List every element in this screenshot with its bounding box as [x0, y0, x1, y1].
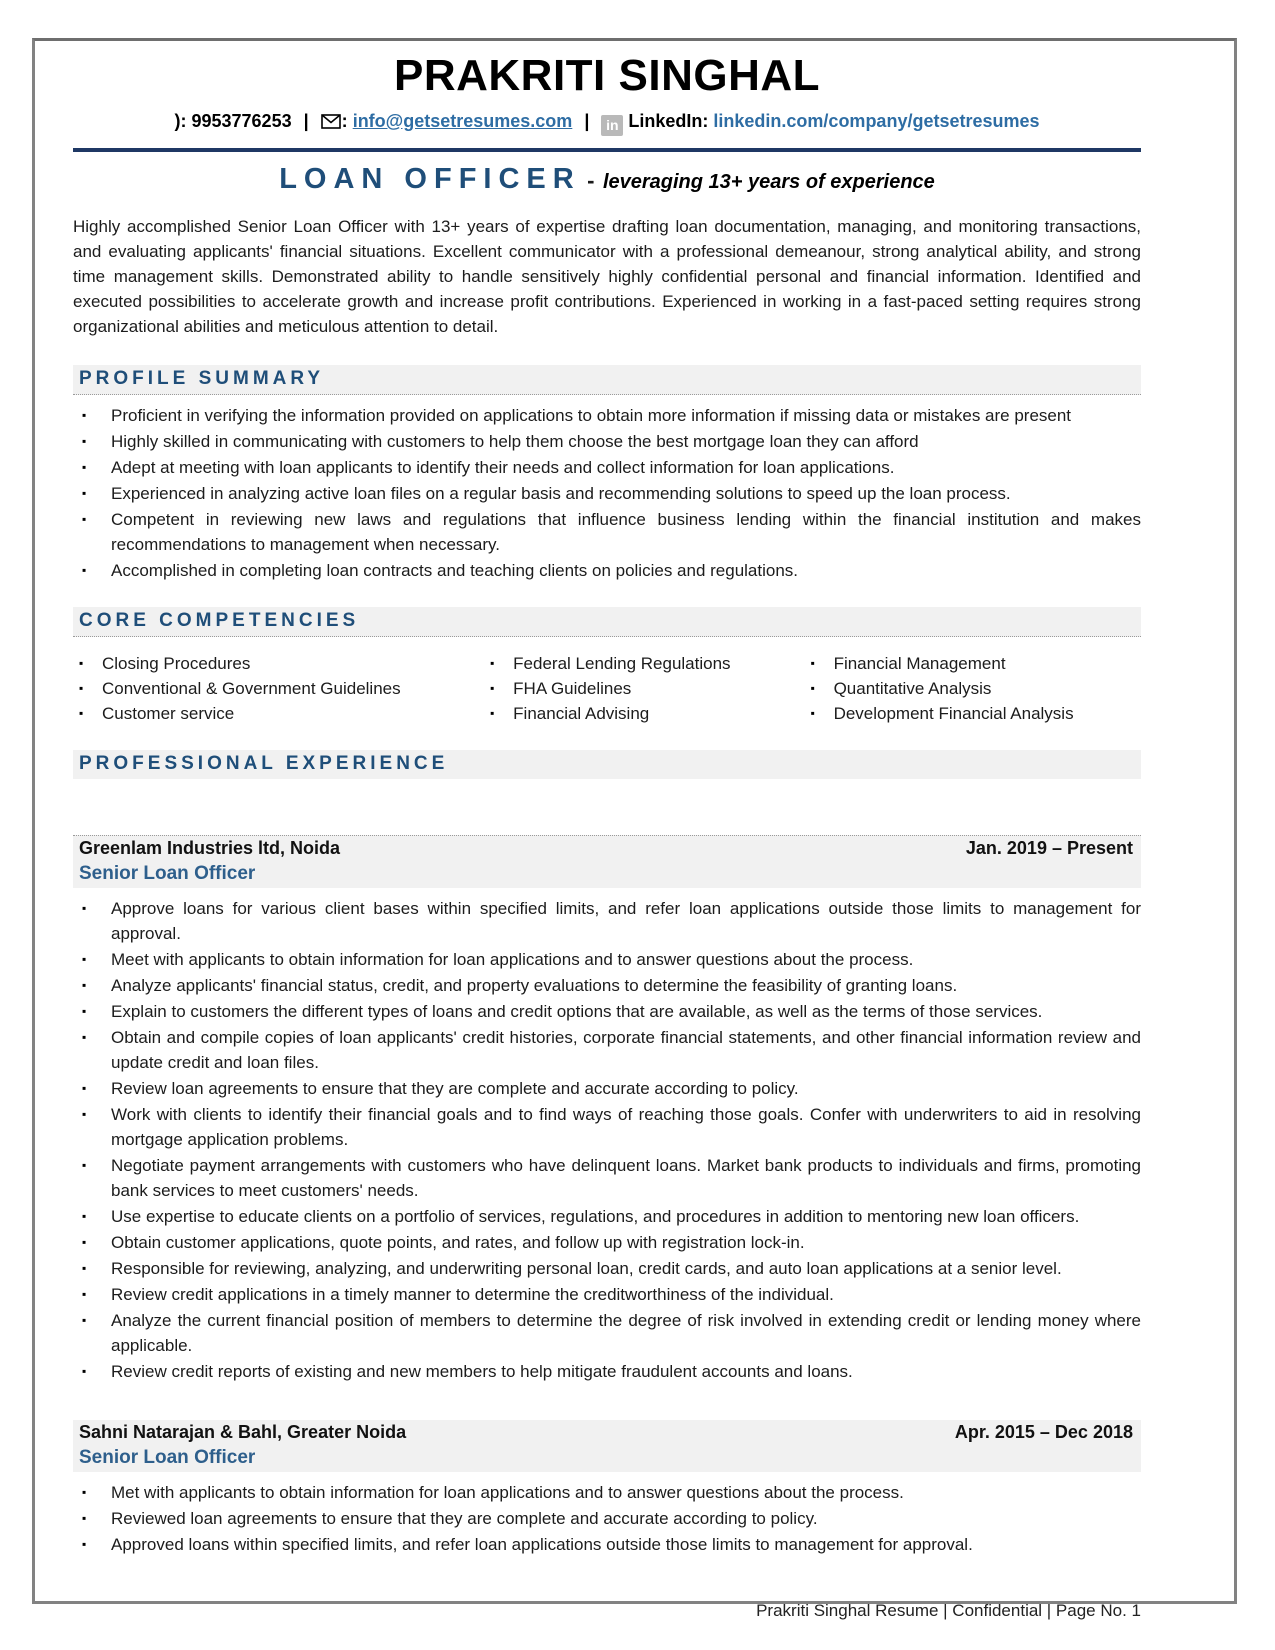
section-heading-professional-experience: PROFESSIONAL EXPERIENCE: [73, 750, 1141, 779]
bullet-item: ▪ Highly skilled in communicating with customers to help them choose the best mortgage loan they can afford: [73, 429, 1141, 454]
headline-dash: -: [587, 168, 595, 193]
job-dates: Jan. 2019 – Present: [965, 838, 1133, 858]
bullet-item: ▪ Adept at meeting with loan applicants to identify their needs and collect information for loan applications.: [73, 455, 1141, 480]
headline: [73, 163, 1141, 196]
bullet-item: ▪ Conventional & Government Guidelines: [73, 676, 484, 701]
bullet-item: ▪ FHA Guidelines: [484, 676, 804, 701]
bullet-item: ▪ Work with clients to identify their financial goals and to find ways of reaching those goals. Confer with underwriters to aid in resolving mortgage application problems.: [73, 1102, 1141, 1152]
resume-page: [35, 41, 1234, 1621]
job-role: Senior Loan Officer: [79, 863, 256, 884]
bullet-item: ▪ Closing Procedures: [73, 651, 484, 676]
bullet-item: ▪ Meet with applicants to obtain information for loan applications and to answer questions about the process.: [73, 947, 1141, 972]
bullet-item: ▪ Reviewed loan agreements to ensure that they are complete and accurate according to policy.: [73, 1506, 1141, 1531]
envelope-icon: [321, 113, 341, 133]
headline-title: LOAN OFFICER: [279, 163, 581, 195]
bullet-item: ▪ Experienced in analyzing active loan files on a regular basis and recommending solutions to speed up the loan process.: [73, 481, 1141, 506]
bullet-item: ▪ Review credit reports of existing and new members to help mitigate fraudulent accounts and loans.: [73, 1359, 1141, 1384]
competencies-grid: [73, 651, 1141, 726]
bullet-item: ▪ Responsible for reviewing, analyzing, and underwriting personal loan, credit cards, and auto loan applications at a senior level.: [73, 1256, 1141, 1281]
linkedin-label: LinkedIn:: [628, 111, 709, 131]
bullet-item: ▪ Financial Management: [805, 651, 1141, 676]
competency-column-3: [805, 651, 1141, 726]
section-heading-core-competencies: CORE COMPETENCIES: [73, 607, 1141, 637]
bullet-item: ▪ Obtain customer applications, quote points, and rates, and follow up with registration lock-in.: [73, 1230, 1141, 1255]
header-divider-rule: [73, 148, 1141, 152]
contact-line: [73, 111, 1141, 136]
job-dates: Apr. 2015 – Dec 2018: [954, 1422, 1133, 1442]
bullet-item: ▪ Accomplished in completing loan contracts and teaching clients on policies and regulations.: [73, 558, 1141, 583]
email-colon: :: [341, 111, 348, 131]
bullet-item: ▪ Analyze the current financial position of members to determine the degree of risk involved in extending credit or lending money where applicable.: [73, 1308, 1141, 1358]
bullet-item: ▪ Explain to customers the different types of loans and credit options that are available, as well as the terms of those services.: [73, 999, 1141, 1024]
competency-column-2: [484, 651, 804, 726]
linkedin-link[interactable]: linkedin.com/company/getsetresumes: [713, 111, 1040, 131]
bullet-item: ▪ Development Financial Analysis: [805, 701, 1141, 726]
bullet-item: ▪ Use expertise to educate clients on a portfolio of services, regulations, and procedures in addition to mentoring new loan officers.: [73, 1204, 1141, 1229]
bullet-item: ▪ Review loan agreements to ensure that they are complete and accurate according to policy.: [73, 1076, 1141, 1101]
company-name: Greenlam Industries ltd, Noida: [79, 838, 341, 858]
email-link[interactable]: info@getsetresumes.com: [352, 111, 573, 131]
separator: |: [303, 111, 309, 131]
company-name: Sahni Natarajan & Bahl, Greater Noida: [79, 1422, 407, 1442]
job-role: Senior Loan Officer: [79, 1447, 256, 1468]
job-header: [73, 1420, 1141, 1472]
bullet-item: ▪ Quantitative Analysis: [805, 676, 1141, 701]
linkedin-icon: in: [601, 115, 623, 136]
phone-number: 9953776253: [191, 111, 292, 131]
company-row: [79, 1422, 1133, 1443]
bullet-item: ▪ Federal Lending Regulations: [484, 651, 804, 676]
phone-colon: :: [180, 111, 187, 131]
section-heading-profile-summary: PROFILE SUMMARY: [73, 365, 1141, 395]
candidate-name: PRAKRITI SINGHAL: [394, 51, 820, 100]
phone-icon: ): [174, 111, 181, 131]
bullet-item: ▪ Approve loans for various client bases within specified limits, and refer loan applications outside those limits to management for approval.: [73, 896, 1141, 946]
bullet-item: ▪ Met with applicants to obtain information for loan applications and to answer questions about the process.: [73, 1480, 1141, 1505]
job-bullets: [73, 896, 1141, 1384]
bullet-item: ▪ Review credit applications in a timely manner to determine the creditworthiness of the individual.: [73, 1282, 1141, 1307]
bullet-item: ▪ Competent in reviewing new laws and regulations that influence business lending within the financial institution and makes recommendations to management when necessary.: [73, 507, 1141, 557]
separator: |: [584, 111, 590, 131]
bullet-item: ▪ Negotiate payment arrangements with customers who have delinquent loans. Market bank products to individuals and firms, promoting bank services to meet customers' needs.: [73, 1153, 1141, 1203]
bullet-item: ▪ Proficient in verifying the information provided on applications to obtain more information if missing data or mistakes are present: [73, 403, 1141, 428]
profile-summary-list: [73, 403, 1141, 583]
competency-column-1: [73, 651, 484, 726]
page-footer: Prakriti Singhal Resume | Confidential | Page No. 1: [756, 1601, 1141, 1620]
bullet-item: ▪ Analyze applicants' financial status, credit, and property evaluations to determine the feasibility of granting loans.: [73, 973, 1141, 998]
job-bullets: [73, 1480, 1141, 1557]
summary-paragraph: Highly accomplished Senior Loan Officer with 13+ years of expertise drafting loan documentation, managing, and monitoring transactions, and evaluating applicants' financial situations. Excellent communicator with a professional demeanour, strong analytical ability, and strong time management skills. Demonstrated ability to handle sensitively highly confidential personal and financial information. Identified and executed possibilities to accelerate growth and increase profit contributions. Experienced in working in a fast-paced setting requires strong organizational abilities and meticulous attention to detail.: [73, 217, 1141, 336]
bullet-item: ▪ Financial Advising: [484, 701, 804, 726]
headline-tagline: leveraging 13+ years of experience: [602, 171, 935, 193]
page-border-frame: [32, 38, 1237, 1620]
company-row: [79, 838, 1133, 859]
bullet-item: ▪ Obtain and compile copies of loan applicants' credit histories, corporate financial statements, and other financial information review and update credit and loan files.: [73, 1025, 1141, 1075]
bullet-item: ▪ Approved loans within specified limits, and refer loan applications outside those limits to management for approval.: [73, 1532, 1141, 1557]
bullet-item: ▪ Customer service: [73, 701, 484, 726]
job-header: [73, 835, 1141, 888]
